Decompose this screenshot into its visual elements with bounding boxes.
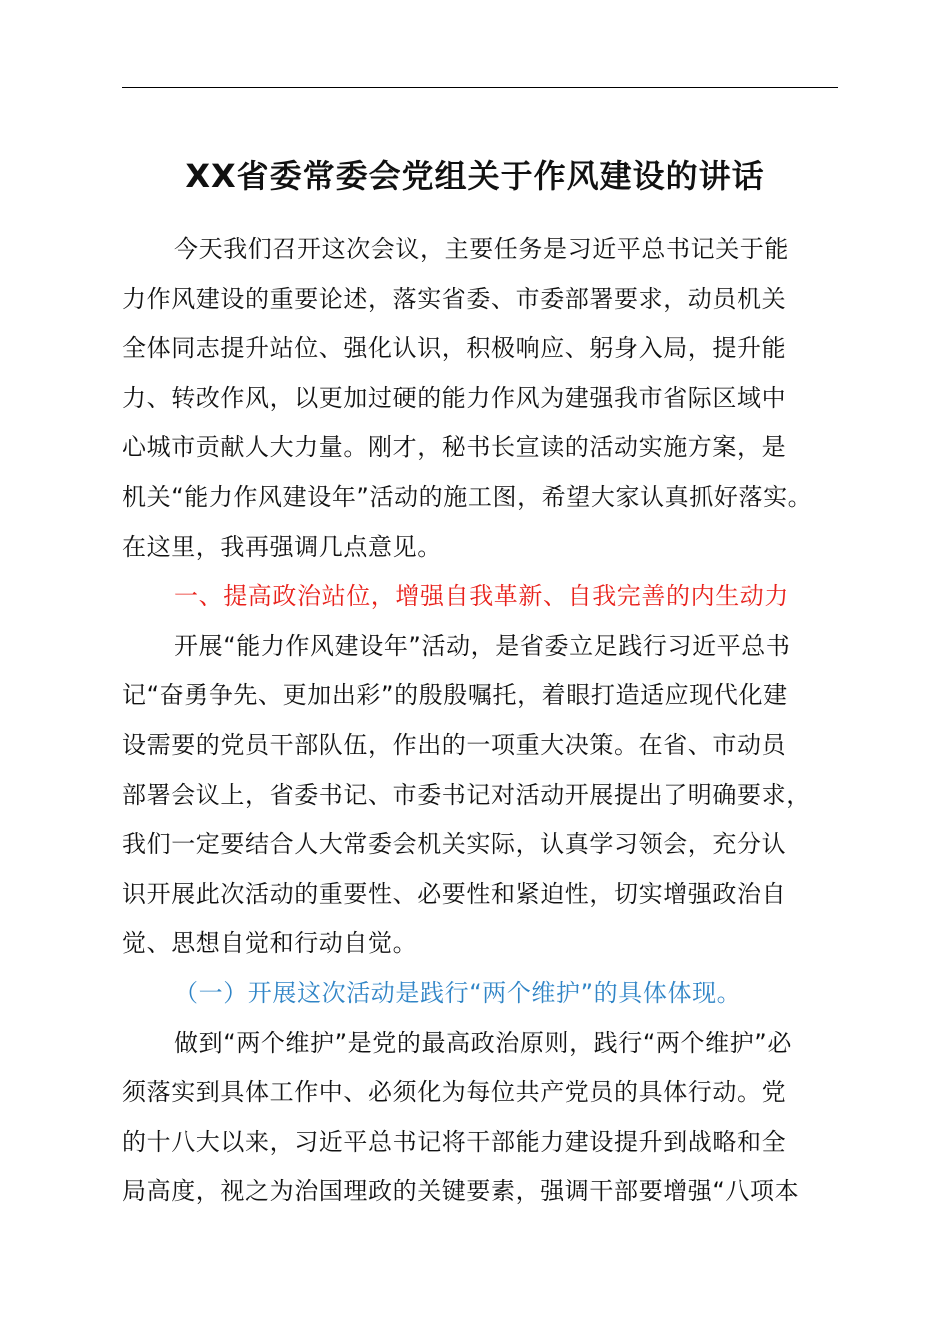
subsection-heading: （一）开展这次活动是践行“两个维护”的具体体现。	[174, 978, 742, 1007]
paragraph-line: 做到“两个维护”是党的最高政治原则，践行“两个维护”必	[174, 1028, 792, 1057]
paragraph-line: 在这里，我再强调几点意见。	[122, 532, 442, 561]
header-rule	[122, 87, 838, 88]
section-heading: 一、提高政治站位，增强自我革新、自我完善的内生动力	[174, 582, 789, 611]
paragraph-line: 开展“能力作风建设年”活动，是省委立足践行习近平总书	[174, 631, 791, 660]
paragraph-line: 须落实到具体工作中、必须化为每位共产党员的具体行动。党	[122, 1078, 787, 1107]
paragraph-line: 觉、思想自觉和行动自觉。	[122, 929, 418, 958]
paragraph-line: 我们一定要结合人大常委会机关实际，认真学习领会，充分认	[122, 830, 787, 859]
paragraph-line: 记“奋勇争先、更加出彩”的殷殷嘱托，着眼打造适应现代化建	[122, 681, 788, 710]
paragraph-line: 力、转改作风，以更加过硬的能力作风为建强我市省际区域中	[122, 383, 787, 412]
paragraph-line: 全体同志提升站位、强化认识，积极响应、躬身入局，提升能	[122, 334, 787, 363]
document-body	[122, 225, 838, 1217]
paragraph-line: 的十八大以来，习近平总书记将干部能力建设提升到战略和全	[122, 1127, 787, 1156]
paragraph-line: 力作风建设的重要论述，落实省委、市委部署要求，动员机关	[122, 284, 787, 313]
paragraph-line: 局高度，视之为治国理政的关键要素，强调干部要增强“八项本	[122, 1177, 800, 1206]
paragraph-line: 机关“能力作风建设年”活动的施工图，希望大家认真抓好落实。	[122, 482, 813, 511]
paragraph-line: 心城市贡献人大力量。刚才，秘书长宣读的活动实施方案，是	[122, 433, 787, 462]
document-title: XX省委常委会党组关于作风建设的讲话	[185, 157, 765, 195]
paragraph-line: 部署会议上，省委书记、市委书记对活动开展提出了明确要求，	[122, 780, 811, 809]
paragraph-line: 设需要的党员干部队伍，作出的一项重大决策。在省、市动员	[122, 730, 787, 759]
paragraph-line: 识开展此次活动的重要性、必要性和紧迫性，切实增强政治自	[122, 879, 787, 908]
paragraph-line: 今天我们召开这次会议，主要任务是习近平总书记关于能	[174, 235, 789, 263]
